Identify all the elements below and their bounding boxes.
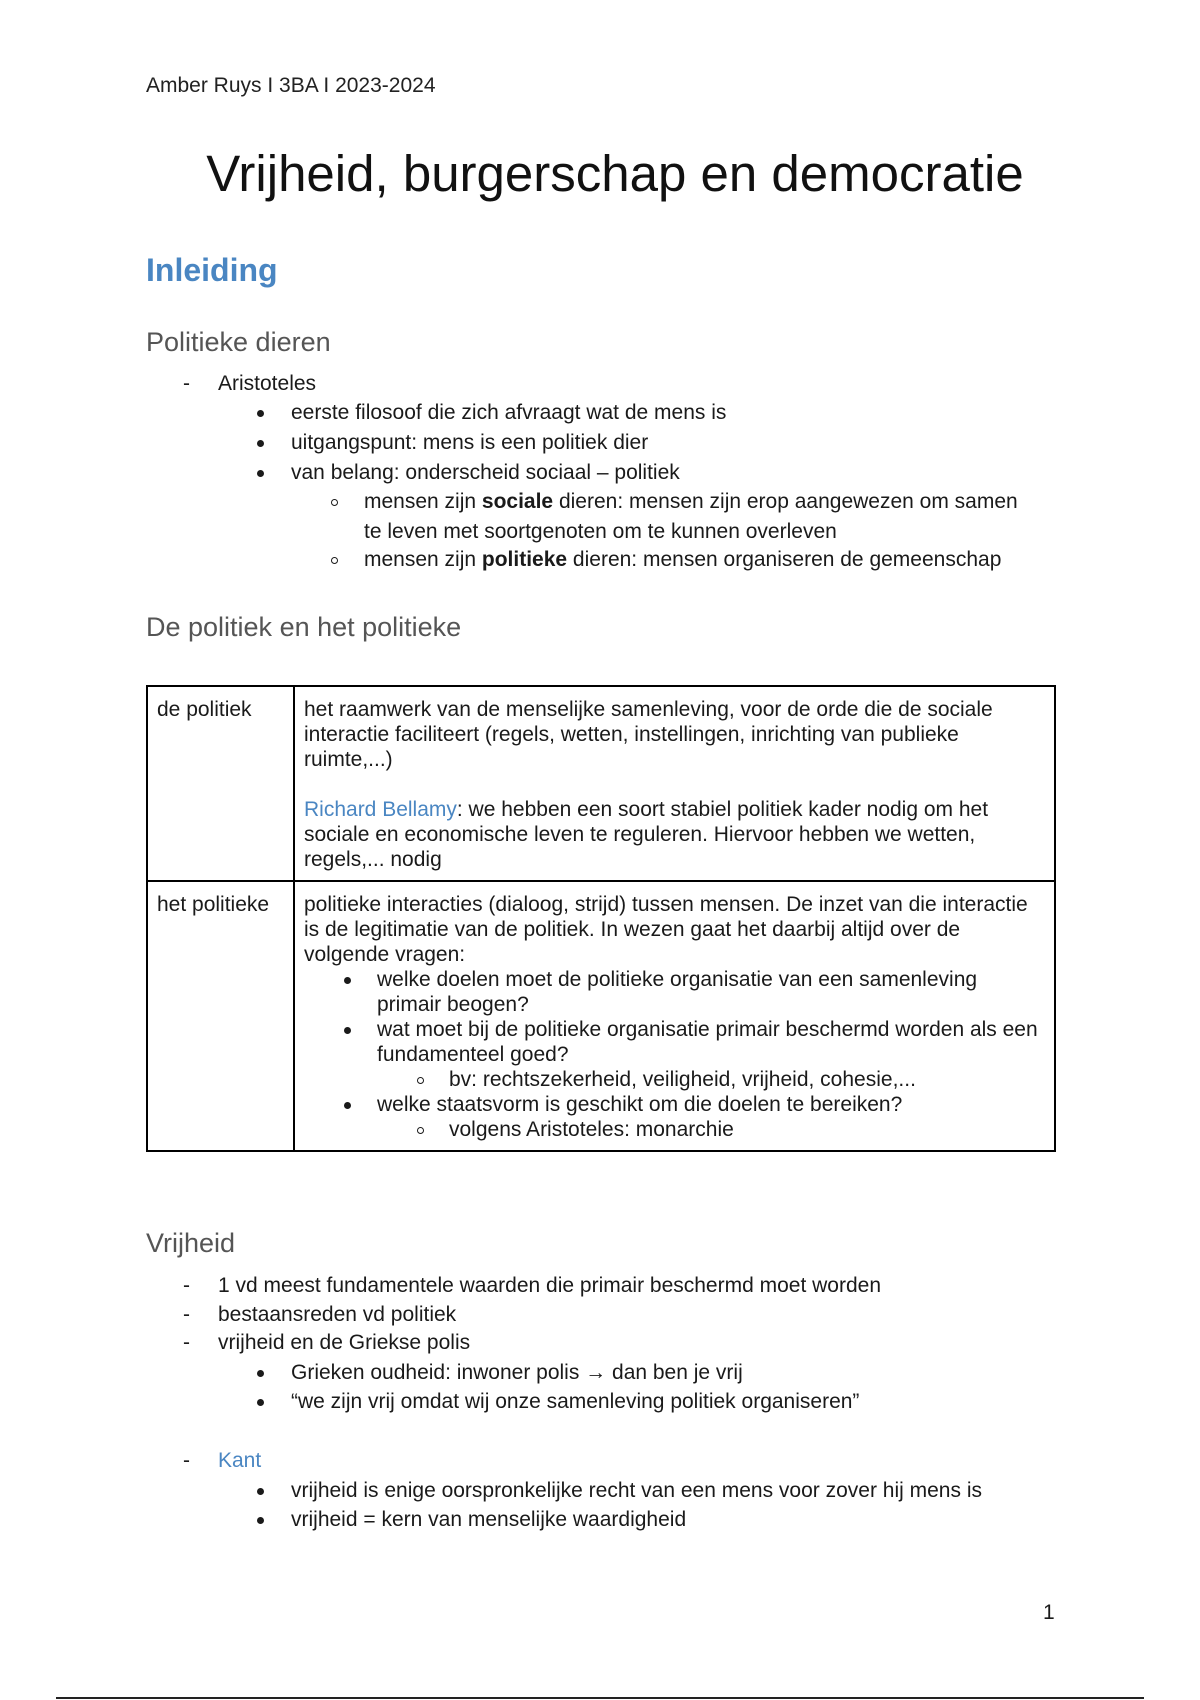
list-item: vrijheid en de Griekse polis [218, 1331, 471, 1354]
page-divider [56, 1697, 1144, 1699]
list-item: wat moet bij de politieke organisatie primair beschermd worden als een fundamenteel goed? [304, 1017, 1045, 1067]
dash-bullet: - [183, 1331, 190, 1354]
list-item: bv: rechtszekerheid, veiligheid, vrijheid, cohesie,... [304, 1067, 1045, 1092]
bullet-icon [257, 410, 264, 417]
bullet-icon [257, 470, 264, 477]
list-item: volgens Aristoteles: monarchie [304, 1117, 1045, 1142]
bullet-icon [257, 440, 264, 447]
list-item-kant: Kant [218, 1449, 262, 1472]
subheading-de-politiek: De politiek en het politieke [146, 612, 462, 642]
page-number: 1 [1043, 1601, 1055, 1624]
dash-bullet: - [183, 1274, 190, 1297]
list-item: uitgangspunt: mens is een politiek dier [291, 431, 649, 454]
dash-bullet: - [183, 1449, 190, 1472]
term-de-politiek: de politiek [147, 686, 294, 881]
bullet-icon [257, 1488, 264, 1495]
list-item: vrijheid is enige oorspronkelijke recht van een mens voor zover hij mens is [291, 1479, 982, 1502]
dash-bullet: - [183, 372, 190, 395]
definition-het-politieke [294, 881, 1055, 1151]
term-het-politieke: het politieke [147, 881, 294, 1151]
bullet-icon [257, 1517, 264, 1524]
hollow-bullet-icon [331, 557, 338, 564]
list-item: van belang: onderscheid sociaal – politiek [291, 461, 680, 484]
dash-bullet: - [183, 1303, 190, 1326]
list-item: eerste filosoof die zich afvraagt wat de mens is [291, 401, 727, 424]
section-heading-inleiding: Inleiding [146, 252, 278, 288]
document-title: Vrijheid, burgerschap en democratie [206, 145, 1024, 202]
subheading-vrijheid: Vrijheid [146, 1228, 236, 1258]
hollow-bullet-icon [331, 499, 338, 506]
list-item: “we zijn vrij omdat wij onze samenleving politiek organiseren” [291, 1390, 860, 1413]
question-list [304, 967, 1045, 1142]
list-item: 1 vd meest fundamentele waarden die primair beschermd moet worden [218, 1274, 882, 1297]
hollow-bullet-icon [417, 1127, 424, 1134]
list-item: bestaansreden vd politiek [218, 1303, 457, 1326]
document-header: Amber Ruys I 3BA I 2023-2024 [146, 74, 436, 97]
bullet-icon [257, 1370, 264, 1377]
definition-text: het raamwerk van de menselijke samenleving, voor de orde die de sociale interactie faciliteert (regels, wetten, instellingen, inrichting van publieke ruimte,...) [304, 698, 993, 771]
table-row [147, 686, 1055, 881]
definition-de-politiek [294, 686, 1055, 881]
bullet-icon [344, 1102, 351, 1109]
definition-text: politieke interacties (dialoog, strijd) tussen mensen. De inzet van die interactie is de legitimatie van de politiek. In wezen gaat het daarbij altijd over de volgende vragen: [304, 893, 1028, 966]
list-item-continuation: te leven met soortgenoten om te kunnen overleven [364, 520, 837, 543]
list-item-sociale: mensen zijn sociale dieren: mensen zijn erop aangewezen om samen [364, 490, 1018, 513]
hollow-bullet-icon [417, 1077, 424, 1084]
subheading-politieke-dieren: Politieke dieren [146, 327, 331, 357]
list-item: Grieken oudheid: inwoner polis → dan ben je vrij [291, 1361, 743, 1384]
author-richard-bellamy: Richard Bellamy [304, 798, 457, 821]
list-item: welke doelen moet de politieke organisatie van een samenleving primair beogen? [304, 967, 1045, 1017]
list-item: welke staatsvorm is geschikt om die doelen te bereiken? [304, 1092, 1045, 1117]
bullet-icon [344, 977, 351, 984]
bullet-icon [257, 1399, 264, 1406]
bellamy-quote: Richard Bellamy: we hebben een soort stabiel politiek kader nodig om het sociale en economische leven te reguleren. Hiervoor hebben we wetten, regels,... nodig [304, 798, 989, 871]
bullet-icon [344, 1027, 351, 1034]
definition-table [146, 685, 1056, 1152]
list-item: vrijheid = kern van menselijke waardigheid [291, 1508, 687, 1531]
table-row [147, 881, 1055, 1151]
list-item-aristoteles: Aristoteles [218, 372, 317, 395]
list-item-politieke: mensen zijn politieke dieren: mensen organiseren de gemeenschap [364, 548, 1002, 571]
